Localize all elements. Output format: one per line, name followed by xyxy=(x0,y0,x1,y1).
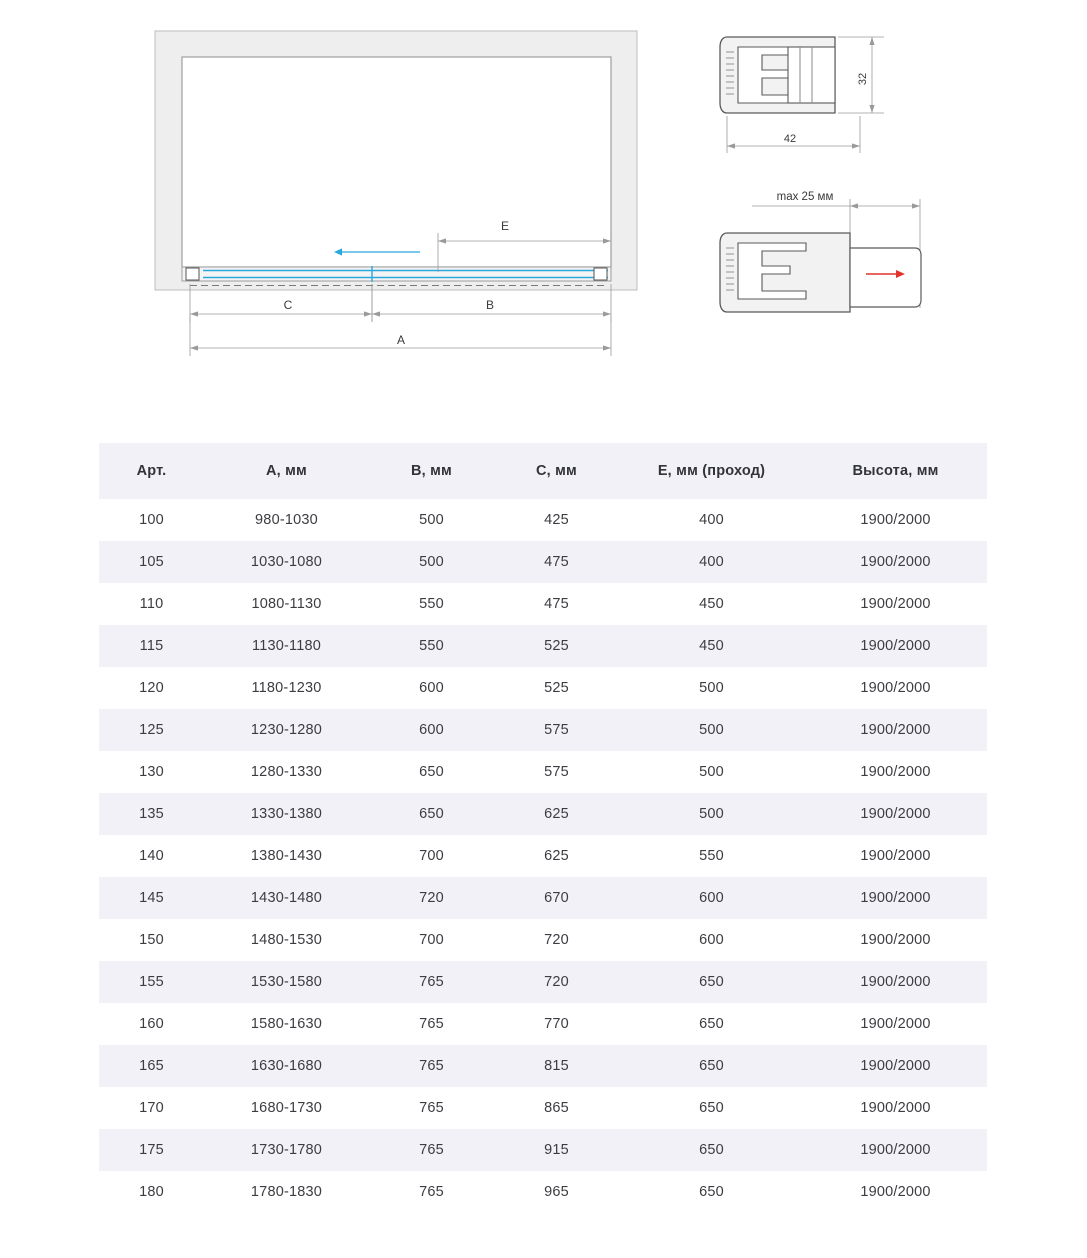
roller-right xyxy=(594,268,607,280)
cell-art: 140 xyxy=(139,848,164,864)
cell-art: 150 xyxy=(139,932,164,948)
dim-c-arrow-left xyxy=(190,311,198,316)
cell-b: 720 xyxy=(419,890,444,906)
cell-e: 650 xyxy=(699,1058,724,1074)
cell-a: 1130-1180 xyxy=(252,638,321,654)
profile-section-group xyxy=(720,37,884,153)
cell-e: 550 xyxy=(699,848,724,864)
cell-e: 650 xyxy=(699,1100,724,1116)
dim-c-label: C xyxy=(283,298,293,312)
cell-c: 625 xyxy=(544,848,569,864)
spec-table xyxy=(99,443,987,1213)
table-row xyxy=(99,1045,987,1087)
cell-a: 1280-1330 xyxy=(250,764,323,780)
cell-c: 525 xyxy=(544,680,569,696)
cell-e: 650 xyxy=(699,1142,724,1158)
table-row xyxy=(99,625,987,667)
col-header-art: Арт. xyxy=(99,443,204,499)
cell-b: 765 xyxy=(419,1058,444,1074)
cell-height: 1900/2000 xyxy=(860,722,931,738)
cell-b: 765 xyxy=(419,1016,444,1032)
cell-height: 1900/2000 xyxy=(860,1184,931,1200)
cell-c: 670 xyxy=(544,890,569,906)
cell-height: 1900/2000 xyxy=(860,512,931,528)
col-header-e: E, мм (проход) xyxy=(619,443,804,499)
cell-a: 1480-1530 xyxy=(250,932,323,948)
cell-c: 720 xyxy=(544,932,569,948)
cell-b: 650 xyxy=(419,764,444,780)
table-row xyxy=(99,1171,987,1213)
front-view-group xyxy=(155,31,637,356)
cell-a: 1180-1230 xyxy=(251,680,322,696)
cell-e: 500 xyxy=(699,680,724,696)
cell-b: 550 xyxy=(419,638,444,654)
table-row xyxy=(99,709,987,751)
spec-table-head xyxy=(99,443,987,499)
cell-b: 650 xyxy=(419,806,444,822)
cell-e: 650 xyxy=(699,974,724,990)
dim-a-label: A xyxy=(396,333,406,347)
cell-e: 600 xyxy=(699,890,724,906)
cell-e: 500 xyxy=(699,764,724,780)
cell-b: 600 xyxy=(419,680,444,696)
cell-e: 600 xyxy=(699,932,724,948)
cell-art: 160 xyxy=(139,1016,164,1032)
cell-b: 765 xyxy=(419,1184,444,1200)
table-row xyxy=(99,877,987,919)
cell-art: 115 xyxy=(139,638,164,654)
col-header-height: Высота, мм xyxy=(804,443,987,499)
cell-c: 770 xyxy=(544,1016,569,1032)
cell-b: 550 xyxy=(419,596,444,612)
cell-e: 400 xyxy=(699,554,724,570)
dim-b-arrow-left xyxy=(372,311,380,316)
cell-height: 1900/2000 xyxy=(860,974,931,990)
cell-c: 575 xyxy=(544,764,569,780)
col-header-c: C, мм xyxy=(494,443,619,499)
table-row xyxy=(99,1087,987,1129)
table-header-row xyxy=(99,443,987,499)
cell-a: 1380-1430 xyxy=(250,848,323,864)
dim-32-label: 32 xyxy=(857,72,869,86)
cell-b: 600 xyxy=(419,722,444,738)
cell-art: 180 xyxy=(139,1184,164,1200)
cell-e: 650 xyxy=(699,1016,724,1032)
cell-height: 1900/2000 xyxy=(860,1016,931,1032)
cell-height: 1900/2000 xyxy=(860,596,931,612)
cell-c: 815 xyxy=(544,1058,569,1074)
cell-art: 175 xyxy=(139,1142,164,1158)
cell-a: 1780-1830 xyxy=(250,1184,323,1200)
cell-a: 980-1030 xyxy=(255,512,318,528)
dim-b-arrow-right xyxy=(603,311,611,316)
cell-height: 1900/2000 xyxy=(860,806,931,822)
cell-height: 1900/2000 xyxy=(860,1058,931,1074)
dim-b-label: B xyxy=(485,298,495,312)
dim-max-arrow-right xyxy=(912,203,920,208)
cell-a: 1530-1580 xyxy=(250,974,323,990)
table-row xyxy=(99,961,987,1003)
table-row xyxy=(99,499,987,541)
cell-art: 165 xyxy=(139,1058,164,1074)
adjustment-section-group xyxy=(720,191,921,312)
cell-c: 625 xyxy=(544,806,569,822)
cell-a: 1330-1380 xyxy=(250,806,323,822)
col-header-b: B, мм xyxy=(369,443,494,499)
cell-art: 155 xyxy=(139,974,164,990)
table-row xyxy=(99,1129,987,1171)
dim-32-arrow-top xyxy=(869,37,874,45)
cell-height: 1900/2000 xyxy=(860,764,931,780)
cell-b: 765 xyxy=(419,974,444,990)
glass-panel xyxy=(182,57,611,267)
cell-art: 135 xyxy=(139,806,164,822)
cell-c: 915 xyxy=(544,1142,569,1158)
cell-a: 1680-1730 xyxy=(250,1100,323,1116)
adjust-extension-piece xyxy=(850,248,921,307)
table-row xyxy=(99,1003,987,1045)
cell-art: 105 xyxy=(139,554,164,570)
cell-c: 965 xyxy=(544,1184,569,1200)
cell-height: 1900/2000 xyxy=(860,554,931,570)
cell-a: 1630-1680 xyxy=(250,1058,323,1074)
cell-a: 1230-1280 xyxy=(250,722,323,738)
max-adjust-label: max 25 мм xyxy=(776,191,834,203)
dim-c-arrow-right xyxy=(364,311,372,316)
cell-b: 700 xyxy=(419,848,444,864)
cell-b: 765 xyxy=(419,1142,444,1158)
cell-height: 1900/2000 xyxy=(860,1100,931,1116)
cell-c: 525 xyxy=(544,638,569,654)
cell-art: 120 xyxy=(139,680,164,696)
dim-a-arrow-right xyxy=(603,345,611,350)
cell-e: 450 xyxy=(699,638,724,654)
cell-height: 1900/2000 xyxy=(860,638,931,654)
dim-42-label: 42 xyxy=(783,133,797,145)
cell-art: 110 xyxy=(139,596,164,612)
cell-c: 575 xyxy=(544,722,569,738)
cell-e: 450 xyxy=(699,596,724,612)
table-row xyxy=(99,919,987,961)
cell-a: 1580-1630 xyxy=(250,1016,323,1032)
cell-a: 1030-1080 xyxy=(250,554,323,570)
cell-height: 1900/2000 xyxy=(860,848,931,864)
cell-art: 130 xyxy=(139,764,164,780)
cell-e: 500 xyxy=(699,806,724,822)
cell-b: 700 xyxy=(419,932,444,948)
spec-table-container xyxy=(99,443,987,1213)
cell-art: 125 xyxy=(139,722,164,738)
table-row xyxy=(99,541,987,583)
bottom-rail xyxy=(182,267,611,281)
cell-height: 1900/2000 xyxy=(860,1142,931,1158)
cell-b: 500 xyxy=(419,554,444,570)
cell-b: 500 xyxy=(419,512,444,528)
table-row xyxy=(99,835,987,877)
cell-c: 475 xyxy=(544,596,569,612)
col-header-a: A, мм xyxy=(204,443,369,499)
table-row xyxy=(99,667,987,709)
cell-height: 1900/2000 xyxy=(860,680,931,696)
cell-height: 1900/2000 xyxy=(860,932,931,948)
dim-e-label: E xyxy=(500,219,510,233)
dim-42-arrow-right xyxy=(852,143,860,148)
cell-c: 425 xyxy=(544,512,569,528)
technical-drawing-area xyxy=(0,0,1087,400)
cell-c: 720 xyxy=(544,974,569,990)
cell-art: 100 xyxy=(139,512,164,528)
cell-e: 400 xyxy=(699,512,724,528)
table-row xyxy=(99,751,987,793)
cell-a: 1080-1130 xyxy=(251,596,322,612)
dim-42-arrow-left xyxy=(727,143,735,148)
spec-table-body xyxy=(99,499,987,1213)
dim-a-arrow-left xyxy=(190,345,198,350)
drawing-svg xyxy=(0,0,1087,400)
cell-height: 1900/2000 xyxy=(860,890,931,906)
cell-a: 1430-1480 xyxy=(250,890,323,906)
cell-e: 500 xyxy=(699,722,724,738)
cell-c: 475 xyxy=(544,554,569,570)
table-row xyxy=(99,583,987,625)
cell-a: 1730-1780 xyxy=(250,1142,323,1158)
cell-e: 650 xyxy=(699,1184,724,1200)
cell-c: 865 xyxy=(544,1100,569,1116)
roller-left xyxy=(186,268,199,280)
dim-max-arrow-left xyxy=(850,203,858,208)
cell-art: 170 xyxy=(139,1100,164,1116)
cell-art: 145 xyxy=(139,890,164,906)
table-row xyxy=(99,793,987,835)
cell-b: 765 xyxy=(419,1100,444,1116)
dim-32-arrow-bottom xyxy=(869,105,874,113)
